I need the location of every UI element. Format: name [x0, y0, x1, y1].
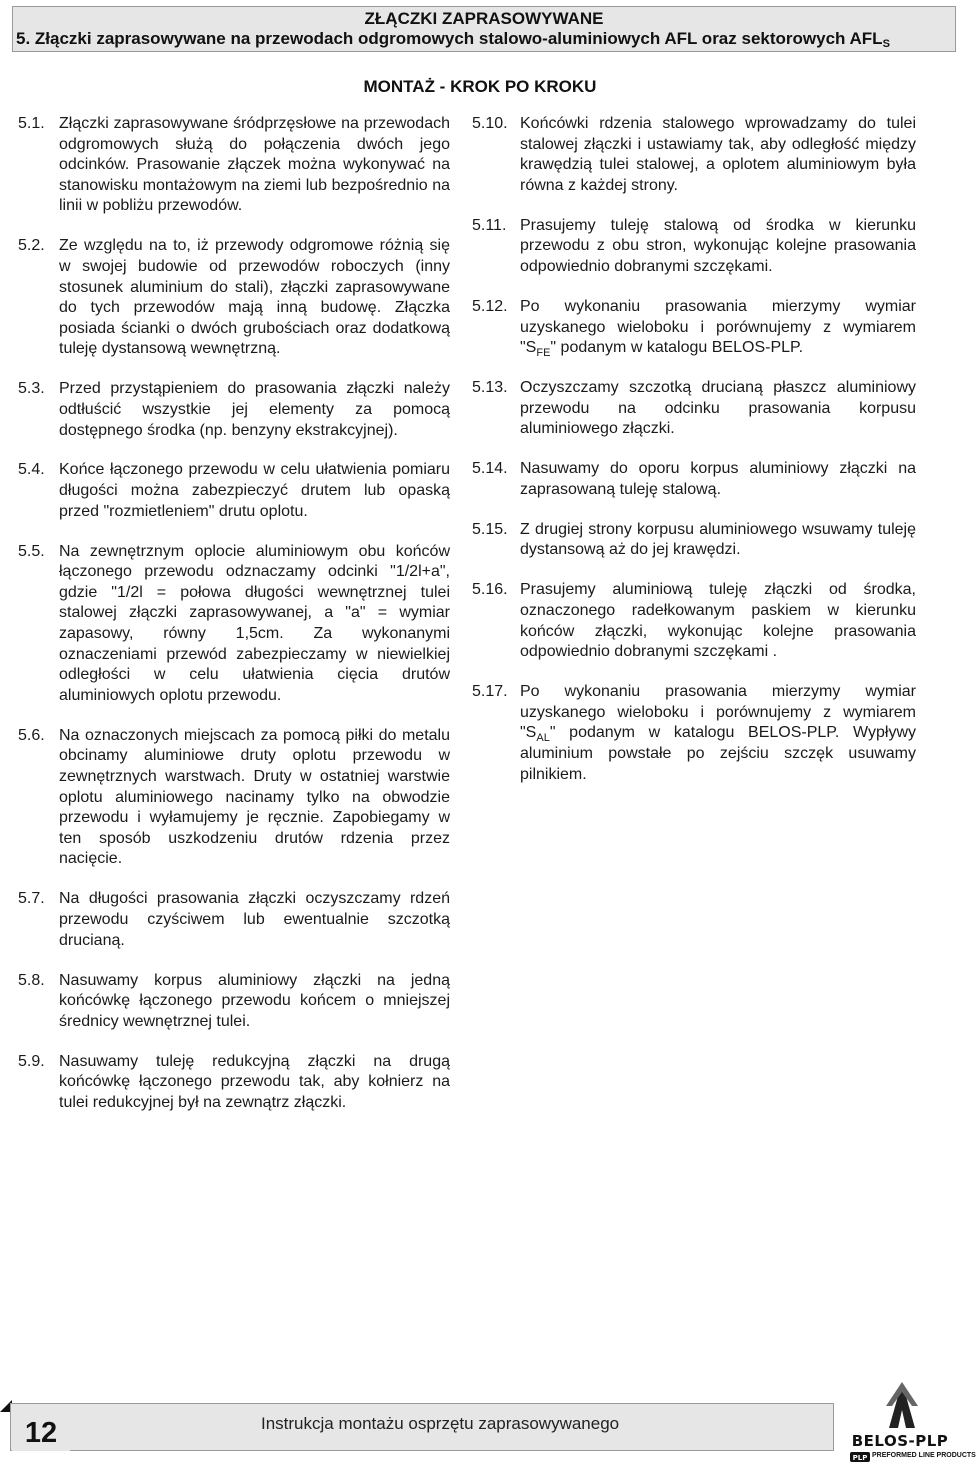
- step-number: 5.5.: [18, 542, 45, 560]
- step-number: 5.15.: [472, 520, 508, 538]
- step-text: Prasujemy tuleję stalową od środka w kierunku przewodu z obu stron, wykonując kolejne prasowania odpowiednio dobranymi szczękami.: [520, 216, 916, 275]
- step-number: 5.12.: [472, 297, 508, 315]
- step-text: Na długości prasowania złączki oczyszczamy rdzeń przewodu czyściwem lub ewentualnie szczotką drucianą.: [59, 890, 450, 949]
- step-subscript: AL: [536, 732, 550, 745]
- step-number: 5.9.: [18, 1052, 45, 1070]
- step-text: Przed przystąpieniem do prasowania złączki należy odtłuścić wszystkie jej elementy za pomocą dostępnego środka (np. benzyny ekstrakcyjnej).: [59, 380, 450, 439]
- step-text: Złączki zaprasowywane śródprzęsłowe na przewodach odgromowych służą do połączenia dwóch jego odcinków. Prasowanie złączek można wykonywać na stanowisku montażowym na ziemi lub bezpośrednio na linii w pobliżu przewodów.: [59, 115, 450, 215]
- step-text: Ze względu na to, iż przewody odgromowe różnią się w swojej budowie od przewodów roboczych (inny stosunek aluminium do stali), złączki zaprasowywane do tych przewodów mają inną budowę. Złączka posiada ścianki o dwóch grubościach oraz dodatkową tuleję dystansową wewnętrzną.: [59, 237, 450, 358]
- step-text-part: " podanym w katalogu BELOS-PLP.: [550, 339, 804, 357]
- header-subtitle-subscript: S: [882, 38, 890, 50]
- step-item: [18, 542, 450, 707]
- logo-tagline-row: [846, 1451, 976, 1463]
- page-number-box: [12, 1405, 70, 1451]
- step-text: Na oznaczonych miejscach za pomocą piłki do metalu obcinamy aluminiowe druty oplotu przewodu w zewnętrznych warstwach. Druty w ostatniej warstwie oplotu aluminiowego nacinamy tylko na obwodzie przewodu i wyłamujemy je ręcznie. Zapobiegamy w ten sposób uszkodzeniu drutów rdzenia przez nacięcie.: [59, 726, 450, 868]
- step-number: 5.13.: [472, 379, 508, 397]
- logo-name: BELOS-PLP: [851, 1432, 949, 1450]
- page-number: 12: [24, 1417, 58, 1449]
- step-item: [18, 460, 450, 522]
- step-item: [18, 889, 450, 951]
- step-number: 5.17.: [472, 683, 508, 701]
- step-text-part: Po wykonaniu prasowania mierzymy wymiar uzyskanego wieloboku i porównujemy z wymiarem "S: [520, 297, 916, 357]
- step-text-part: Po wykonaniu prasowania mierzymy wymiar uzyskanego wieloboku i porównujemy z wymiarem "S: [520, 683, 916, 742]
- step-number: 5.2.: [18, 237, 45, 255]
- header-title: ZŁĄCZKI ZAPRASOWYWANE: [364, 9, 604, 28]
- step-item: [18, 971, 450, 1033]
- step-item: [472, 114, 916, 196]
- header-subtitle: [16, 29, 953, 50]
- step-item: [18, 1052, 450, 1114]
- step-item: [472, 216, 916, 278]
- step-text: Z drugiej strony korpusu aluminiowego wsuwamy tuleję dystansową aż do jej krawędzi.: [520, 520, 916, 559]
- step-text-part: " podanym w katalogu BELOS-PLP. Wypływy aluminium powstałe po zejściu szczęk usuwamy pilnikiem.: [520, 724, 916, 783]
- step-text: Końcówki rdzenia stalowego wprowadzamy do tulei stalowej złączki i ustawiamy tak, aby odległość między krawędzią tulei stalowej, a oplotem aluminiowym była równa z każdej strony.: [520, 115, 916, 194]
- step-number: 5.11.: [472, 216, 507, 234]
- header-box: [12, 6, 956, 52]
- step-number: 5.3.: [18, 380, 45, 398]
- section-title: MONTAŻ - KROK PO KROKU: [363, 77, 597, 96]
- step-item: [18, 236, 450, 360]
- step-item: [18, 379, 450, 441]
- steps-left-column: [18, 114, 450, 1133]
- step-item: [472, 682, 916, 785]
- logo-tagline: PREFORMED LINE PRODUCTS: [872, 1452, 976, 1459]
- plp-emblem-icon: [850, 1452, 870, 1462]
- step-item: [472, 378, 916, 440]
- step-number: 5.4.: [18, 461, 45, 479]
- step-number: 5.16.: [472, 581, 508, 599]
- step-number: 5.7.: [18, 890, 45, 908]
- plp-emblem-text: PLP: [852, 1454, 868, 1462]
- step-subscript: FE: [536, 347, 551, 360]
- step-item: [472, 459, 916, 500]
- step-item: [472, 520, 916, 561]
- step-text: Prasujemy aluminiową tuleję złączki od środka, oznaczonego radełkowanym paskiem w kierunku końców złączki, wykonując kolejne prasowania odpowiednio dobranymi szczękami .: [520, 581, 916, 661]
- header-subtitle-text: 5. Złączki zaprasowywane na przewodach odgromowych stalowo-aluminiowych AFL oraz sektorowych AFL: [16, 29, 883, 48]
- step-text: Nasuwamy tuleję redukcyjną złączki na drugą końcówkę łączonego przewodu tak, aby kołnierz na tulei redukcyjnej był na zewnątrz złączki.: [59, 1052, 450, 1111]
- step-text: [520, 682, 916, 785]
- step-number: 5.1.: [18, 115, 45, 132]
- step-item: [472, 580, 916, 662]
- logo-mark-icon: [883, 1380, 921, 1430]
- step-number: 5.6.: [18, 726, 45, 744]
- step-item: [18, 114, 450, 217]
- step-number: 5.8.: [18, 971, 45, 989]
- step-item: [472, 297, 916, 359]
- step-number: 5.10.: [472, 115, 508, 132]
- step-text: Końce łączonego przewodu w celu ułatwienia pomiaru długości można zabezpieczyć drutem lub opaską przed "rozmietleniem" drutu oplotu.: [59, 461, 450, 520]
- step-text: [520, 297, 916, 359]
- steps-right-column: [472, 114, 916, 805]
- footer-text: Instrukcja montażu osprzętu zaprasowywanego: [261, 1414, 620, 1433]
- step-number: 5.14.: [472, 460, 508, 478]
- step-text: Nasuwamy do oporu korpus aluminiowy złączki na zaprasowaną tuleję stalową.: [520, 460, 916, 498]
- belos-plp-logo: [842, 1380, 976, 1464]
- step-item: [18, 726, 450, 870]
- step-text: Na zewnętrznym oplocie aluminiowym obu końców łączonego przewodu odznaczamy odcinki "1/2l+a", gdzie "1/2l = połowa długości wewnętrznej tulei stalowej złączki zaprasowywanej, a "a" = wymiar zapasowy, równy 1,5cm. Za wykonanymi oznaczeniami przewód zabezpieczamy w niewielkiej odległości w celu ułatwienia cięcia drutów aluminiowych oplotu przewodu.: [59, 542, 450, 704]
- step-text: Nasuwamy korpus aluminiowy złączki na jedną końcówkę łączonego przewodu końcem o mniejszej średnicy wewnętrznej tulei.: [59, 971, 450, 1030]
- step-text: Oczyszczamy szczotką drucianą płaszcz aluminiowy przewodu na odcinku prasowania korpusu aluminiowego złączki.: [520, 379, 916, 438]
